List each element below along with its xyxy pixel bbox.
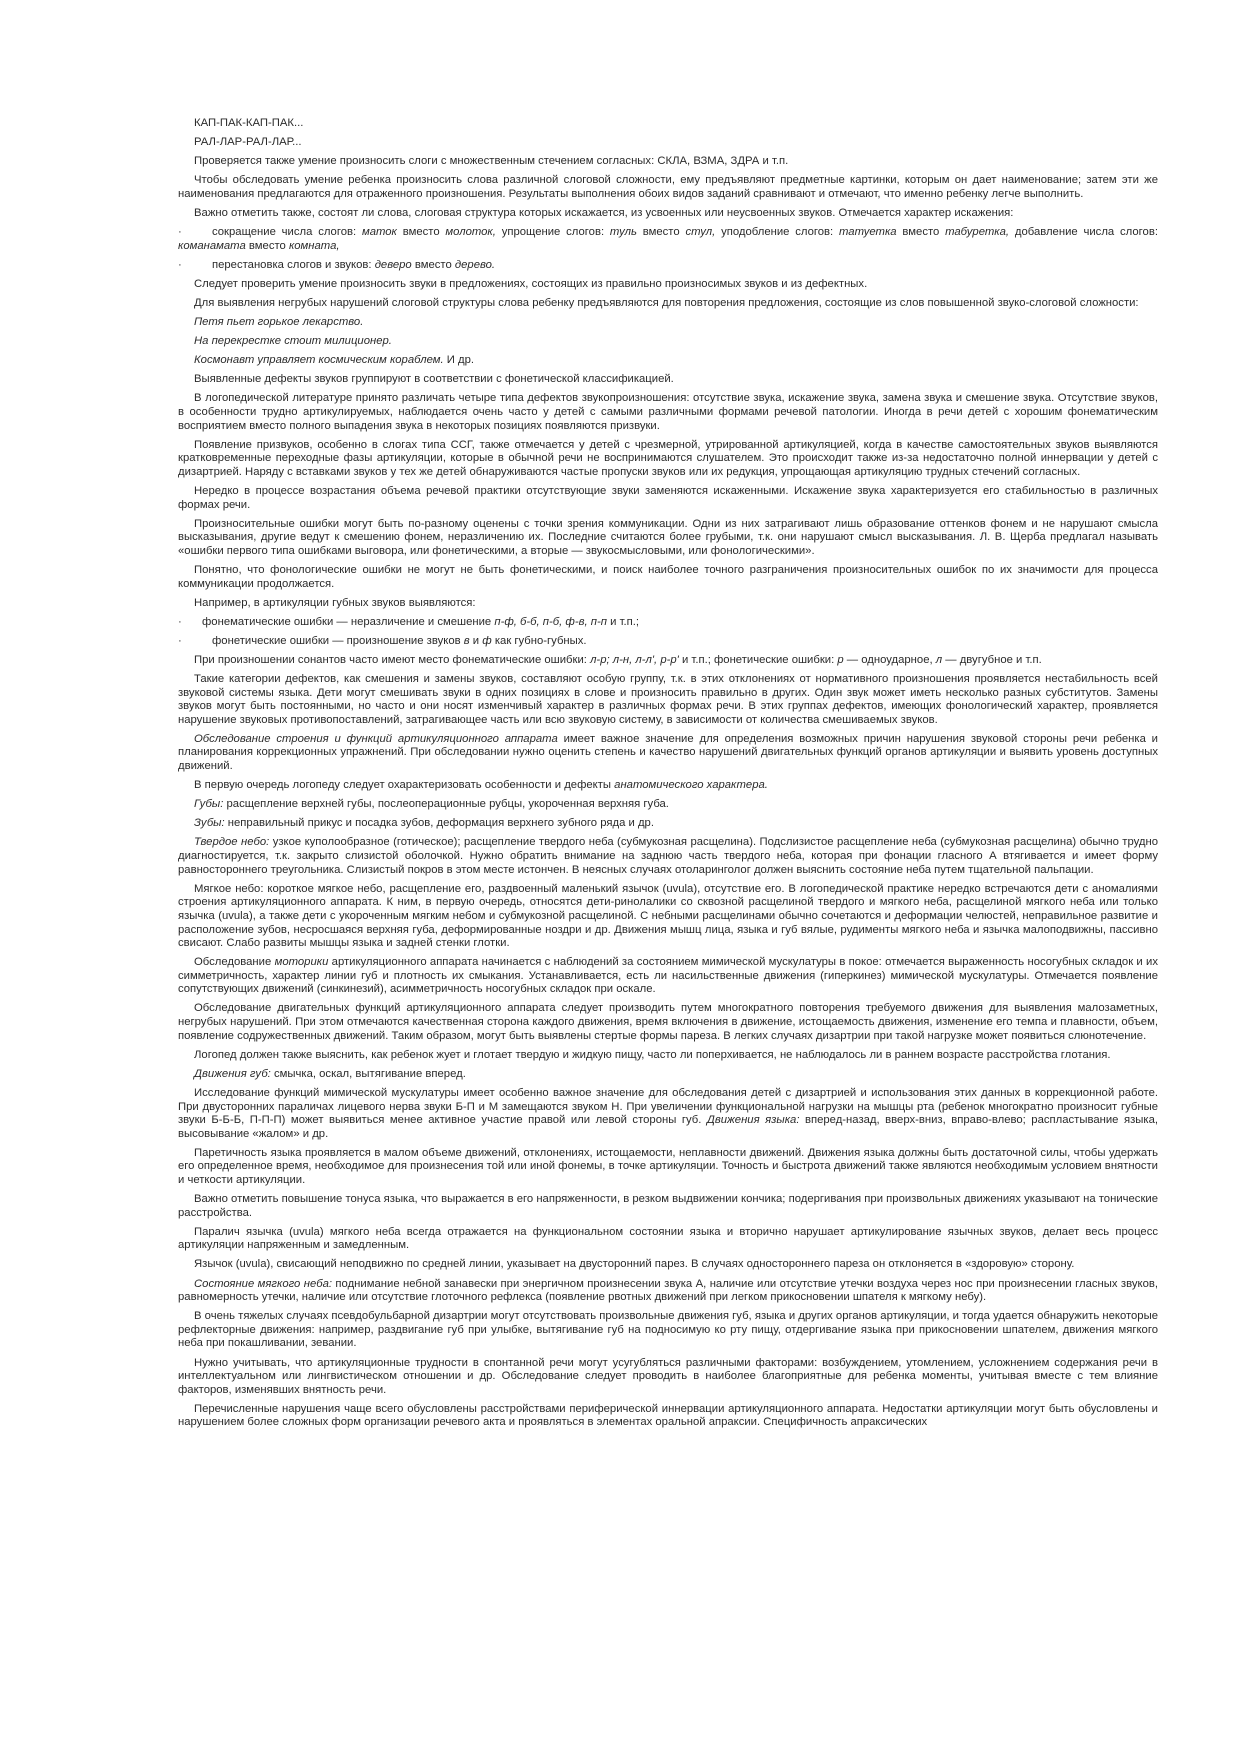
italic-text: деверо xyxy=(374,258,412,271)
document-page xyxy=(178,117,1158,1436)
text-run: Такие категории дефектов, как смешения и замены звуков, составляют особую группу, т.к. в этих отклонениях от нормативного произношения проявляется нестабильность всей звуковой системы языка. Дети могут смешивать звуки в одних позициях в слове и произносить правильно в других. Один звук может иметь несколько разных субститутов. Замены звуков могут быть постоянными, но часто и они носят изменчивый характер в различных формах речи. В этих группах дефектов, имеющих фонологический характер, проявляется нарушение звуковых противопоставлений, затрагивающее часть или всю звуковую систему, в зависимости от количества смешиваемых звуков. xyxy=(178,673,1158,726)
italic-text: Зубы: xyxy=(194,817,225,830)
paragraph xyxy=(178,883,1158,951)
paragraph xyxy=(178,836,1158,877)
paragraph xyxy=(178,817,1158,831)
text-run: узкое куполообразное (готическое); расщепление твердого неба (субмукозная расщелина). Подслизистое расщепление неба (субмукозная расщелина) обычно трудно диагностируется, т.к. закрыто слизистой оболочкой. Нужно обратить внимание на заднюю часть твердого неба, которая при фонации гласного А втягивается и имеет форму равностороннего треугольника. Слизистый покров в этом месте истончен. В неясных случаях отоларинголог должен выяснить состояние неба путем тщательной пальпации. xyxy=(178,836,1158,876)
italic-text: в xyxy=(463,634,470,647)
text-run: Важно отметить повышение тонуса языка, что выражается в его напряженности, в резком выдвижении кончика; подергивания при произвольных движениях указывают на тонические расстройства. xyxy=(178,1193,1158,1219)
bullet-item xyxy=(178,226,1158,253)
text-run: вперед-назад, вверх-вниз, вправо-влево; распластывание языка, высовывание «жалом» и др. xyxy=(178,1114,1158,1140)
italic-text: моторики xyxy=(274,956,329,969)
text-run: В очень тяжелых случаях псевдобульбарной дизартрии могут отсутствовать произвольные движения губ, языка и других органов артикуляции, и тогда удается обнаружить некоторые рефлекторные движения: например, раздвигание губ при улыбке, вытягивание губ на подносимую ко рту пищу, отдергивание языка при прикосновении шпателем, движения мягкого неба при покашливании, зевании. xyxy=(178,1310,1158,1350)
text-run: Обследование двигательных функций артикуляционного аппарата следует производить путем многократного повторения требуемого движения для выявления малозаметных, негрубых нарушений. При этом отмечаются качественная сторона каждого движения, время включения в движение, истощаемость движения, изменение его темпа и плавности, объем, появление содружественных движений. Таким образом, могут быть выявлены стертые формы пареза. В легких случаях дизартрии при такой нагрузке может появиться слюнотечение. xyxy=(178,1002,1158,1042)
text-run: Язычок (uvula), свисающий неподвижно по средней линии, указывает на двусторонний парез. В случаях одностороннего пареза он отклоняется в «здоровую» сторону. xyxy=(194,1258,1075,1271)
text-run: — одноударное, xyxy=(843,653,936,666)
text-run: неправильный прикус и посадка зубов, деформация верхнего зубного ряда и др. xyxy=(224,817,654,830)
text-run: Нередко в процессе возрастания объема речевой практики отсутствующие звуки заменяются искаженными. Искажение звука характеризуется его стабильностью в различных формах речи. xyxy=(178,484,1158,511)
italic-text: Обследование строения и функций артикуляционного аппарата xyxy=(194,732,558,745)
text-run: В первую очередь логопеду следует охарактеризовать особенности и дефекты xyxy=(194,779,615,792)
text-run: Для выявления негрубых нарушений слоговой структуры слова ребенку предъявляются для повторения предложения, состоящие из слов повышенной звуко-слоговой сложности: xyxy=(194,296,1139,309)
text-run: КАП-ПАК-КАП-ПАК... xyxy=(194,117,304,129)
paragraph xyxy=(178,1068,1158,1082)
text-run: — двугубное и т.п. xyxy=(942,653,1042,666)
paragraph xyxy=(178,392,1158,433)
text-run: и xyxy=(469,634,483,647)
italic-text: л xyxy=(935,653,943,666)
text-run: Перечисленные нарушения чаще всего обусловлены расстройствами периферической иннервации артикуляционного аппарата. Недостатки артикуляции могут быть обусловлены и нарушением более сложных форм организации речевого акта и проявляться в элементах оральной апраксии. Специфичность апраксических xyxy=(178,1402,1158,1429)
text-run: Обследование xyxy=(194,956,275,969)
italic-text: п-ф, б-б, п-б, ф-в, п-п xyxy=(494,615,607,628)
paragraph xyxy=(178,733,1158,774)
paragraph xyxy=(178,564,1158,591)
paragraph xyxy=(178,597,1158,611)
text-run: Выявленные дефекты звуков группируют в соответствии с фонетической классификацией. xyxy=(194,373,674,386)
text-run: Нужно учитывать, что артикуляционные трудности в спонтанной речи могут усугубляться различными факторами: возбуждением, утомлением, усложнением содержания речи в интеллектуальном или лингвистическом отношении и др. Обследование следует проводить в наиболее благоприятные для ребенка моменты, учитывая вместе с тем влияние факторов, изменявших внятность речи. xyxy=(178,1356,1158,1396)
text-run: артикуляционного аппарата начинается с наблюдений за состоянием мимической мускулатуры в покое: отмечается выраженность носогубных складок и их симметричность, характер линии губ и плотность их смыкания. Устанавливается, есть ли насильственные движения (гиперкинез) мимической мускулатуры. Отмечается появление сопутствующих движений (синкинезий), асимметричность носогубных складок при оскале. xyxy=(178,956,1158,996)
paragraph xyxy=(178,1226,1158,1253)
text-run: уподобление слогов: xyxy=(715,226,840,239)
italic-text: ф xyxy=(482,634,492,647)
text-run: вместо xyxy=(636,226,686,239)
text-run: упрощение слогов: xyxy=(495,226,610,239)
paragraph xyxy=(178,1278,1158,1305)
italic-text: молоток, xyxy=(445,226,496,239)
italic-text: Движения губ: xyxy=(194,1067,271,1080)
paragraph xyxy=(178,1258,1158,1272)
italic-text: р xyxy=(837,653,844,666)
text-run: Важно отметить также, состоят ли слова, слоговая структура которых искажается, из усвоенных или неусвоенных звуков. Отмечается характер искажения: xyxy=(194,206,1014,219)
bullet-mark: · xyxy=(178,258,182,271)
italic-text: туль xyxy=(609,226,637,239)
text-run: При произношении сонантов часто имеют место фонематические ошибки: xyxy=(194,653,591,666)
text-run: И др. xyxy=(443,354,475,367)
paragraph xyxy=(178,1193,1158,1220)
paragraph xyxy=(178,278,1158,292)
paragraph xyxy=(178,779,1158,793)
bullet-mark: · xyxy=(178,634,182,647)
paragraph xyxy=(178,439,1158,480)
bullet-mark: · xyxy=(178,615,182,628)
text-run: Исследование функций мимической мускулатуры имеет особенно важное значение для обследования детей с дизартрией и использования этих данных в коррекционной работе. При двусторонних параличах лицевого нерва звуки Б-П и М замещаются звуком Н. При увеличении функциональной нагрузки на мышцы рта (ребенок многократно произносит губные звуки Б-Б-Б, П-П-П) может выявиться менее активное участие правой или левой стороны губ. xyxy=(178,1086,1158,1127)
italic-text: Состояние мягкого неба: xyxy=(194,1277,333,1290)
paragraph xyxy=(178,654,1158,668)
paragraph xyxy=(178,1002,1158,1043)
bullet-mark: · xyxy=(178,226,182,239)
text-run: вместо xyxy=(245,239,289,252)
italic-text: Твердое небо: xyxy=(194,836,270,849)
text-run: и т.п.; xyxy=(606,615,640,628)
italic-text: л-р; л-н, л-л', р-р' xyxy=(590,653,679,666)
text-run: как губно-губных. xyxy=(491,634,587,647)
bullet-item xyxy=(178,259,1158,273)
text-run: Мягкое небо: короткое мягкое небо, расщепление его, раздвоенный маленький язычок (uvula), отсутствие его. В логопедической практике нередко встречаются дети с аномалиями строения артикуляционного аппарата. К ним, в первую очередь, относятся дети-ринолалики со сквозной расщелиной твердого и мягкого неба, расщелиной мягкого неба или только язычка (uvula), а также дети с укороченным мягким небом и субмукозной расщелиной. С небными расщелинами обычно сочетаются и деформации челюстей, неправильное развитие и расположение зубов, несросшаяся верхняя губа, деформированные ноздри и др. Движения мышц лица, языка и губ вялые, рудименты мягкого неба и язычка малоподвижны, пассивно свисают. Слабо развиты мышцы языка и задней стенки глотки. xyxy=(178,882,1158,950)
text-run: фонематические ошибки — неразличение и смешение xyxy=(202,615,495,628)
paragraph xyxy=(178,117,1158,131)
text-run: перестановка слогов и звуков: xyxy=(212,258,375,271)
text-run: Паретичность языка проявляется в малом объеме движений, отклонениях, истощаемости, неплавности движений. Движения языка должны быть достаточной силы, чтобы удержать его определенное время, необходимое для произнесения той или иной фонемы, в точке артикуляции. Точность и быстрота движений также являются необходимым условием внятности и четкости артикуляции. xyxy=(178,1146,1158,1186)
text-run: смычка, оскал, вытягивание вперед. xyxy=(270,1067,466,1080)
italic-text: Петя пьет горькое лекарство. xyxy=(194,316,364,329)
text-run: Проверяется также умение произносить слоги с множественным стечением согласных: СКЛА, ВЗМА, ЗДРА и т.п. xyxy=(194,155,789,168)
paragraph xyxy=(178,1147,1158,1188)
text-run: Произносительные ошибки могут быть по-разному оценены с точки зрения коммуникации. Одни из них затрагивают лишь образование оттенков фонем и не нарушают смысла высказывания, другие ведут к смешению фонем, неразличению их. Последние считаются более грубыми, т.к. они нарушают смысл высказывания. Л. В. Щерба предлагал называть «ошибки первого типа ошибками выговора, или фонетическими, а вторые — звукосмысловыми, или фонологическими». xyxy=(178,517,1158,557)
paragraph xyxy=(178,485,1158,512)
text-run: Чтобы обследовать умение ребенка произносить слова различной слоговой сложности, ему предъявляют предметные картинки, которым он дает наименование; затем эти же наименования предлагаются для отраженного произношения. Результаты выполнения обоих видов заданий сравнивают и отмечают, что именно ребенку легче выполнить. xyxy=(178,174,1158,200)
italic-text: Губы: xyxy=(194,798,224,811)
text-run: Логопед должен также выяснить, как ребенок жует и глотает твердую и жидкую пищу, часто ли поперхивается, не наблюдалось ли в раннем возрасте расстройства глотания. xyxy=(194,1048,1111,1061)
text-run: фонетические ошибки — произношение звуков xyxy=(212,634,464,647)
italic-text: татуетка xyxy=(839,226,897,239)
italic-text: анатомического характера. xyxy=(614,779,768,792)
text-run: и т.п.; фонетические ошибки: xyxy=(678,653,838,666)
text-run: Появление призвуков, особенно в слогах типа ССГ, также отмечается у детей с чрезмерной, утрированной артикуляцией, когда в качестве самостоятельных звуков выявляются кратковременные переходные фазы артикуляции, которые в обычной речи не воспринимаются слушателем. Это происходит также из-за недостаточно полной иннервации у детей с дизартрией. Наряду с вставками звуков у тех же детей обнаруживаются частые пропуски звуков или их редукция, упрощающая артикуляцию трудных стечений согласных. xyxy=(178,438,1158,478)
bullet-item xyxy=(178,635,1158,649)
text-run: имеет важное значение для определения возможных причин нарушения звуковой стороны речи ребенка и планирования коррекционных упражнений. При обследовании нужно оценить степень и качество нарушений двигательных функций органов артикуляции и выявить уровень доступных движений. xyxy=(178,732,1158,773)
paragraph xyxy=(178,316,1158,330)
italic-text: табуретка, xyxy=(945,226,1010,239)
paragraph xyxy=(178,1403,1158,1430)
paragraph xyxy=(178,155,1158,169)
italic-text: Космонавт управляет космическим кораблем. xyxy=(194,354,444,367)
italic-text: маток xyxy=(361,226,397,239)
text-run: Например, в артикуляции губных звуков выявляются: xyxy=(194,596,476,609)
paragraph xyxy=(178,1357,1158,1398)
text-run: поднимание небной занавески при энергичном произнесении звука А, наличие или отсутствие утечки воздуха через нос при произнесении гласных звуков, равномерность утечки, наличие или отсутствие глоточного рефлекса (появление рвотных движений при легком прикосновении шпателя к мягкому небу). xyxy=(178,1277,1158,1304)
text-run: Следует проверить умение произносить звуки в предложениях, состоящих из правильно произносимых звуков и из дефектных. xyxy=(194,277,868,290)
text-run: сокращение числа слогов: xyxy=(212,226,362,239)
paragraph xyxy=(178,335,1158,349)
paragraph xyxy=(178,956,1158,997)
italic-text: дерево. xyxy=(454,258,496,271)
text-run: расщепление верхней губы, послеоперационные рубцы, укороченная верхняя губа. xyxy=(223,798,669,811)
text-run: В логопедической литературе принято различать четыре типа дефектов звукопроизношения: отсутствие звука, искажение звука, замена звука и смешение звука. Отсутствие звуков, в особенности трудно артикулируемых, наблюдается очень часто у детей с самыми различными формами речевой патологии. Иногда в речи детей с хорошим фонематическим восприятием вместо полного выпадения звука в некоторых позициях появляются призвуки. xyxy=(178,392,1158,432)
text-run: Понятно, что фонологические ошибки не могут не быть фонетическими, и поиск наиболее точного разграничения произносительных ошибок по их значимости для процесса коммуникации продолжается. xyxy=(178,563,1158,590)
paragraph xyxy=(178,207,1158,221)
paragraph xyxy=(178,373,1158,387)
italic-text: комната, xyxy=(288,239,340,252)
paragraph xyxy=(178,174,1158,201)
italic-text: стул, xyxy=(685,226,716,239)
text-run: вместо xyxy=(896,226,946,239)
paragraph xyxy=(178,673,1158,727)
paragraph xyxy=(178,798,1158,812)
italic-text: Движения языка: xyxy=(706,1114,800,1127)
paragraph xyxy=(178,136,1158,150)
text-run: РАЛ-ЛАР-РАЛ-ЛАР... xyxy=(194,136,302,149)
paragraph xyxy=(178,1310,1158,1351)
paragraph xyxy=(178,1049,1158,1063)
text-run: добавление числа слогов: xyxy=(1009,226,1158,239)
italic-text: команамата xyxy=(178,239,246,252)
text-run: вместо xyxy=(411,258,455,271)
text-run: вместо xyxy=(396,226,446,239)
text-run: Паралич язычка (uvula) мягкого неба всегда отражается на функциональном состоянии языка и вторично нарушает артикулирование язычных звуков, делает весь процесс артикуляции напряженным и замедленным. xyxy=(178,1225,1158,1252)
italic-text: На перекрестке стоит милиционер. xyxy=(194,335,392,348)
bullet-item xyxy=(178,616,1158,630)
paragraph xyxy=(178,297,1158,311)
paragraph xyxy=(178,354,1158,368)
paragraph xyxy=(178,1087,1158,1141)
paragraph xyxy=(178,518,1158,559)
